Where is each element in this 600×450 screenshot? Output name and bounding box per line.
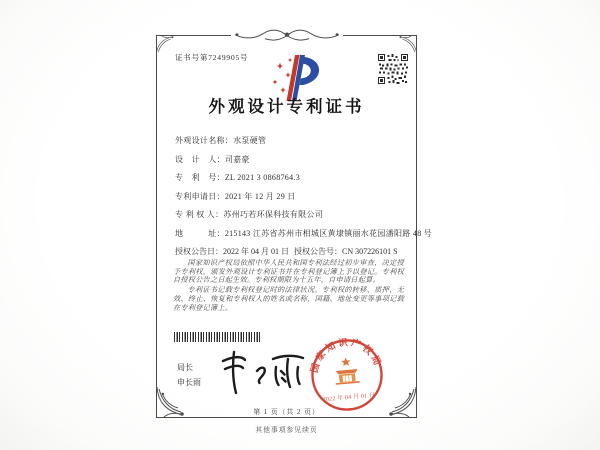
grant-date: 授权公告日：2022 年 04 月 01 日 (175, 247, 289, 256)
page-number: 第 1 页（共 2 页） (253, 409, 320, 416)
field-address-value: 215143 江苏省苏州市相城区黄埭镇丽水花园潘阳路 48 号 (224, 228, 433, 238)
field-designer: 设 计 人：司嘉豪 (175, 154, 250, 164)
certificate-title: 外观设计专利证书 (208, 97, 365, 116)
seal-agency-text: 国家知识产权局 (310, 338, 383, 375)
field-patentee: 专 利 权 人：苏州巧若环保科技有限公司 (175, 210, 324, 219)
field-patentee-value: 苏州巧若环保科技有限公司 (223, 210, 324, 219)
qr-code (378, 54, 408, 84)
field-filing-date: 专利申请日：2021 年 12 月 29 日 (175, 191, 296, 201)
cnipa-red-seal (305, 333, 390, 418)
field-patent-number: 专 利 号：ZL 2021 3 0868764.3 (175, 173, 300, 182)
field-design-name: 外观设计名称：水泵硬管 (175, 136, 267, 145)
corner-flourish-ornament (396, 34, 418, 56)
field-filing-date-value: 2021 年 12 月 29 日 (224, 191, 296, 201)
seal-date: 2022 年 04 月 01 日 (322, 392, 376, 404)
legal-paragraph: 国家知识产权局依照中华人民共和国专利法经过初步审查，决定授予专利权，颁发外观设计专利证书并在专利登记簿上予以登记。专利权自授权公告之日起生效。专利权期限为十五年，自申请日起算。 (173, 259, 404, 285)
director-title: 局长 (177, 363, 193, 372)
national-emblem-icon (334, 356, 360, 384)
grant-publication-number: 授权公告号：CN 307226101 S (294, 247, 398, 256)
continuation-note: 其他事项参见续页 (255, 427, 318, 434)
director-name: 申长雨 (177, 378, 201, 387)
director-signature (209, 346, 311, 398)
certificate-number: 证书号第7249905号 (175, 53, 249, 62)
barcode (174, 332, 260, 342)
legal-text (173, 259, 404, 313)
grant-row (175, 246, 406, 257)
corner-flourish-ornament (155, 34, 177, 56)
field-designer-value: 司嘉豪 (224, 154, 250, 164)
certificate-frame (156, 35, 433, 418)
legal-paragraph: 专利证书记载专利权登记时的法律状况。专利权的转移、质押、无效、终止、恢复和专利权人的姓名或名称、国籍、地址变更等事项记载在专利登记簿上。 (173, 286, 404, 312)
field-patent-number-value: ZL 2021 3 0868764.3 (224, 173, 300, 182)
svg-text:国家知识产权局 (306, 333, 384, 375)
director-block (177, 360, 201, 390)
field-design-name-value: 水泵硬管 (233, 136, 267, 145)
field-address: 地 址：215143 江苏省苏州市相城区黄埭镇丽水花园潘阳路 48 号 (175, 228, 433, 238)
